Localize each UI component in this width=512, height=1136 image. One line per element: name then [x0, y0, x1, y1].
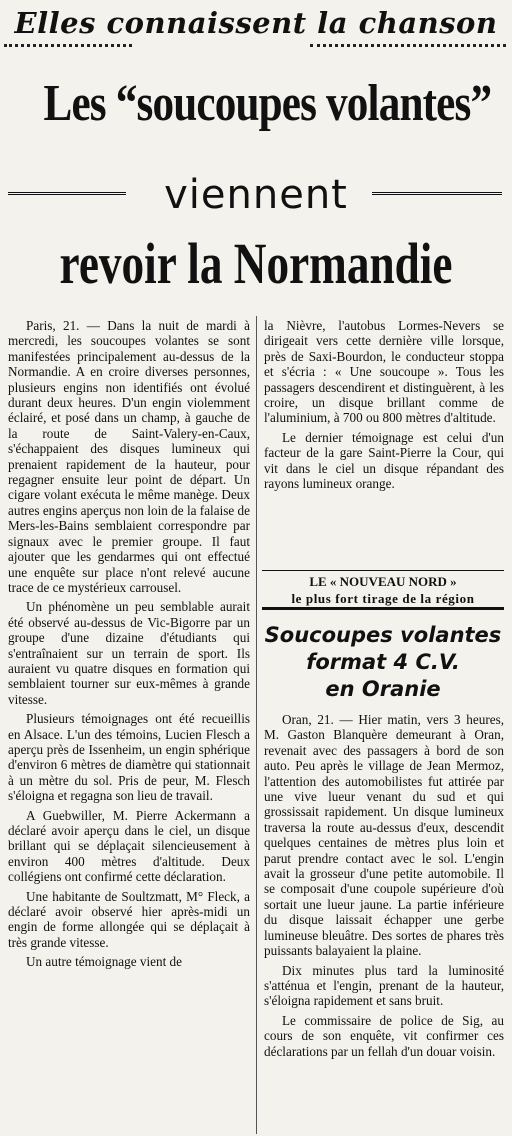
- oran-article-body: [264, 712, 504, 1063]
- kicker-dots-right: [310, 44, 506, 47]
- kicker-title: Elles connaissent la chanson: [14, 6, 498, 40]
- article-right-column-top: [264, 318, 504, 495]
- article-paragraph: Un phénomène un peu semblable aurait été observé au-dessus de Vic-Bigorre par un groupe d'une dizaine d'étudiants qui s'entraînaient sur un terrain de sport. Ils auraient vu quatre disques en formation qui semblaient tourner sur eux-mêmes à grande vitesse.: [8, 599, 250, 707]
- article-paragraph: Une habitante de Soultzmatt, M° Fleck, a déclaré avoir observé hier après-midi un engin de forme allongée qui se déplaçait à très grande vitesse.: [8, 888, 250, 950]
- headline-primary: Les “soucoupes volantes”: [43, 75, 492, 132]
- article-paragraph: la Nièvre, l'autobus Lormes-Nevers se dirigeait vers cette dernière ville lorsque, près de Saxi-Bourdon, le conducteur stoppa et s'écria : « Une soucoupe ». Tous les passagers descendirent et distinguèrent, à les croire, un disque brillant comme de l'aluminium, à 700 ou 800 mètres d'altitude.: [264, 318, 504, 426]
- column-divider: [256, 316, 257, 1134]
- article-paragraph: Plusieurs témoignages ont été recueillis en Alsace. L'un des témoins, Lucien Flesch a aperçu près de Issenheim, un engin sphérique d'environ 6 mètres de diamètre qui stationnait à un mètre du sol. Pris de peur, M. Flesch s'éloigna et regagna son lieu de travail.: [8, 711, 250, 804]
- newspaper-promo-box: [262, 570, 504, 610]
- kicker-banner: [0, 4, 512, 64]
- kicker-dots-left: [4, 44, 132, 47]
- article-paragraph: Le dernier témoignage est celui d'un facteur de la gare Saint-Pierre la Cour, qui vit dans le ciel un disque répandant des rayons lumineux orange.: [264, 429, 504, 492]
- oran-headline-line-1: Soucoupes volantes: [264, 623, 502, 647]
- article-paragraph: Oran, 21. — Hier matin, vers 3 heures, M. Gaston Blanquère demeurant à Oran, revenait avec des passagers à bord de son auto. Peu après le village de Jean Mermoz, l'attention des automobilistes fut attirée par une vive lueur venant du sud et qui grossissait rapidement. Un disque lumineux traversa la route au-dessus d'eux, descendit quelques centaines de mètres plus loin et parut prendre contact avec le sol. L'engin avait la grosseur d'une petite automobile. Il se composait d'une coupole supérieure d'où sortait une lueur jaune. La partie inférieure du disque laissait échapper une gerbe lumineuse bleuâtre. Des sortes de phares très puissants balayaient la plaine.: [264, 712, 504, 959]
- oran-headline-line-2: format 4 C.V.: [306, 650, 460, 674]
- oran-headline-line-3: en Oranie: [325, 677, 441, 701]
- double-rule-right: [372, 192, 502, 195]
- headline-secondary: viennent: [164, 172, 348, 218]
- article-paragraph: Dix minutes plus tard la luminosité s'atténua et l'engin, prenant de la hauteur, s'éloigna rapidement et sans bruit.: [264, 962, 504, 1009]
- article-left-column: [8, 318, 250, 974]
- article-paragraph: Un autre témoignage vient de: [26, 954, 182, 970]
- headline-tertiary: revoir la Normandie: [59, 231, 453, 296]
- article-paragraph: Le commissaire de police de Sig, au cours de son enquête, vit confirmer ces déclarations par un fellah d'un douar voisin.: [264, 1012, 504, 1059]
- promo-line-1: LE « NOUVEAU NORD »: [309, 574, 457, 589]
- promo-line-2: le plus fort tirage de la région: [291, 591, 475, 606]
- oran-article-headline: [262, 622, 504, 703]
- article-paragraph: Paris, 21. — Dans la nuit de mardi à mercredi, les soucoupes volantes se sont manifestées principalement au-dessus de la Normandie. A en croire diverses personnes, plusieurs engins non identifiés ont évolué durant deux heures. D'un engin violemment éclairé, et posé dans un champ, à gauche de la route de Saint-Valery-en-Caux, s'échappaient des disques lumineux qui prenaient rapidement de la hauteur, pour regagner ensuite leur point de départ. Un cigare volant exécuta le même manège. Deux autres engins aperçus non loin de la falaise de Mers-les-Bains semblaient correspondre par signaux avec le premier groupe. Il faut ajouter que les gendarmes qui ont effectué une enquête sur place n'ont relevé aucune trace de ce mystérieux carrousel.: [8, 318, 250, 595]
- headline-secondary-row: [0, 170, 512, 220]
- article-paragraph: A Guebwiller, M. Pierre Ackermann a déclaré avoir aperçu dans le ciel, un disque brillant qui se déplaçait silencieusement à environ 400 mètres d'altitude. Deux collégiens ont confirmé cette déclaration.: [8, 807, 250, 885]
